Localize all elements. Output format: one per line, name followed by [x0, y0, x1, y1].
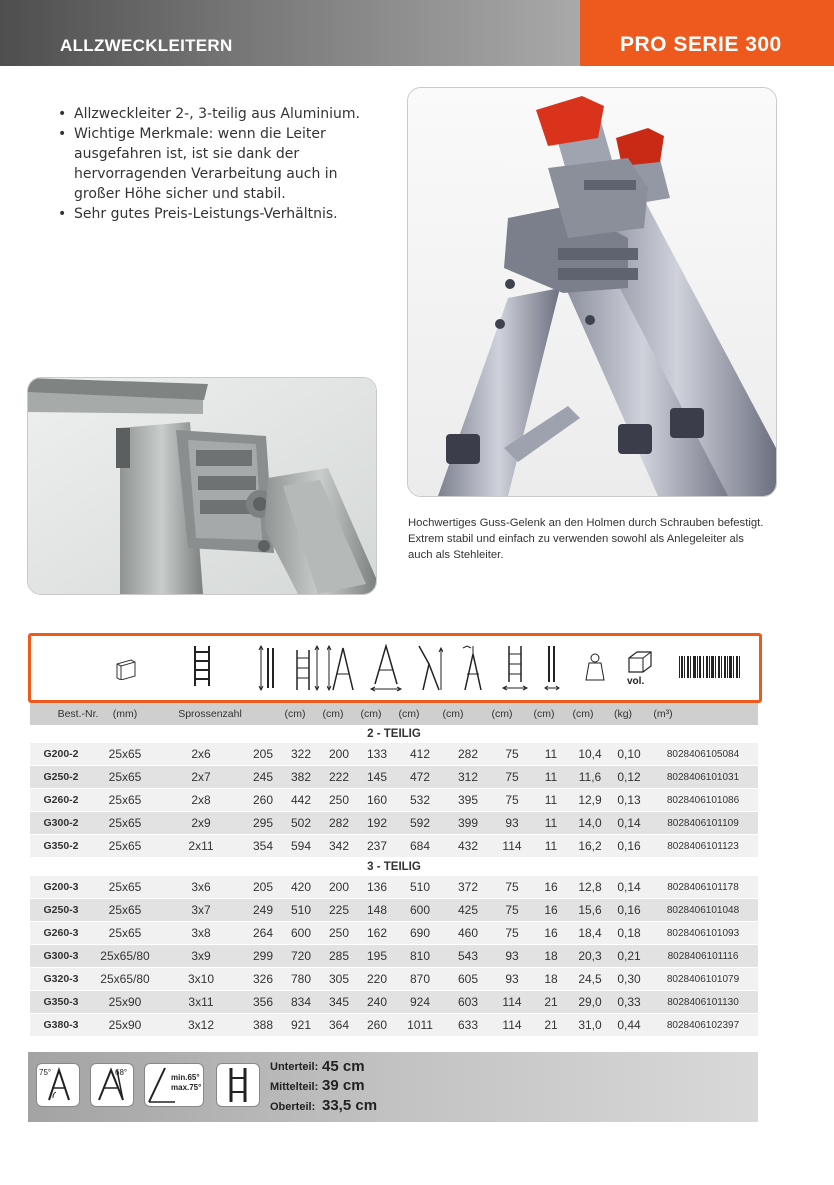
table-cell: 250: [320, 789, 358, 812]
angle-75-icon: [36, 1063, 80, 1107]
table-cell: 200: [320, 743, 358, 766]
table-cell: 342: [320, 835, 358, 858]
table-cell: 0,16: [610, 835, 648, 858]
table-cell: 312: [444, 766, 492, 789]
table-cell: 3x11: [158, 991, 244, 1014]
table-cell: 299: [244, 945, 282, 968]
table-cell: 720: [282, 945, 320, 968]
feature-item: • Wichtige Merkmale: wenn die Leiter ausgefahren ist, ist sie dank der hervorragenden Verarbeitung auch in großer Höhe sicher und stabil.: [56, 124, 386, 204]
table-cell: 600: [282, 922, 320, 945]
table-row: [30, 789, 758, 812]
spec-label-lower: Unterteil:: [270, 1061, 319, 1073]
table-cell: 222: [320, 766, 358, 789]
table-cell: 345: [320, 991, 358, 1014]
angle-68-icon: [90, 1063, 134, 1107]
table-cell: 225: [320, 899, 358, 922]
ean-code: 8028406101048: [648, 899, 758, 922]
table-cell: 472: [396, 766, 444, 789]
depth-icon: [543, 644, 561, 692]
ean-code: 8028406101178: [648, 876, 758, 899]
table-cell: 2x7: [158, 766, 244, 789]
table-cell: 282: [444, 743, 492, 766]
table-cell: 2x11: [158, 835, 244, 858]
table-cell: 432: [444, 835, 492, 858]
product-table: [30, 725, 758, 1037]
table-cell: 250: [320, 922, 358, 945]
article-number: G320-3: [30, 968, 92, 991]
table-cell: 25x65/80: [92, 945, 158, 968]
table-cell: 356: [244, 991, 282, 1014]
ean-code: 8028406101123: [648, 835, 758, 858]
table-cell: 75: [492, 789, 532, 812]
extended-height-icon: [293, 644, 319, 692]
table-cell: 133: [358, 743, 396, 766]
table-cell: 0,13: [610, 789, 648, 812]
photo-caption: Hochwertiges Guss-Gelenk an den Holmen durch Schrauben befestigt. Extrem stabil und einfach zu verwenden sowohl als Anlegeleiter als auch als Stehleiter.: [408, 517, 764, 561]
table-cell: 3x10: [158, 968, 244, 991]
angle-68-label: 68°: [115, 1068, 128, 1077]
table-cell: 205: [244, 743, 282, 766]
article-number: G250-2: [30, 766, 92, 789]
feature-item: • Allzweckleiter 2-, 3-teilig aus Aluminium.: [56, 104, 386, 124]
column-header-row: [30, 703, 758, 725]
table-cell: 240: [358, 991, 396, 1014]
table-cell: 3x8: [158, 922, 244, 945]
table-cell: 12,9: [570, 789, 610, 812]
table-cell: 0,14: [610, 812, 648, 835]
table-row: [30, 766, 758, 789]
table-cell: 260: [244, 789, 282, 812]
column-header: (cm): [533, 708, 555, 720]
table-cell: 0,33: [610, 991, 648, 1014]
table-cell: 12,8: [570, 876, 610, 899]
table-cell: 75: [492, 922, 532, 945]
table-cell: 382: [282, 766, 320, 789]
table-cell: 160: [358, 789, 396, 812]
table-cell: 0,12: [610, 766, 648, 789]
table-cell: 3x12: [158, 1014, 244, 1037]
column-header: (cm): [398, 708, 420, 720]
article-number: G350-2: [30, 835, 92, 858]
table-cell: 249: [244, 899, 282, 922]
table-row: [30, 835, 758, 858]
height-icon: [257, 644, 277, 692]
table-cell: 75: [492, 876, 532, 899]
table-cell: 114: [492, 991, 532, 1014]
table-cell: 162: [358, 922, 396, 945]
ean-code: 8028406101116: [648, 945, 758, 968]
spec-label-upper: Oberteil:: [270, 1101, 316, 1113]
column-header: (cm): [360, 708, 382, 720]
table-cell: 0,10: [610, 743, 648, 766]
volume-icon: [625, 648, 653, 676]
table-cell: 260: [358, 1014, 396, 1037]
table-cell: 834: [282, 991, 320, 1014]
column-header: (cm): [491, 708, 513, 720]
table-cell: 442: [282, 789, 320, 812]
article-number: G260-3: [30, 922, 92, 945]
column-header: Best.-Nr.: [57, 708, 99, 720]
table-row: [30, 968, 758, 991]
table-cell: 195: [358, 945, 396, 968]
table-cell: 921: [282, 1014, 320, 1037]
table-row: [30, 1014, 758, 1037]
table-cell: 326: [244, 968, 282, 991]
table-cell: 322: [282, 743, 320, 766]
table-cell: 25x65: [92, 789, 158, 812]
ean-code: 8028406105084: [648, 743, 758, 766]
weight-icon: [583, 652, 607, 682]
table-cell: 75: [492, 899, 532, 922]
table-cell: 114: [492, 1014, 532, 1037]
table-cell: 510: [282, 899, 320, 922]
table-row: [30, 899, 758, 922]
table-cell: 594: [282, 835, 320, 858]
article-number: G200-2: [30, 743, 92, 766]
table-cell: 690: [396, 922, 444, 945]
table-cell: 93: [492, 812, 532, 835]
table-cell: 264: [244, 922, 282, 945]
group-header-row: [30, 725, 758, 743]
angle-range-icon: [144, 1063, 204, 1107]
table-cell: 114: [492, 835, 532, 858]
table-cell: 633: [444, 1014, 492, 1037]
spec-value-lower: 45 cm: [322, 1058, 365, 1075]
barcode-icon: [679, 656, 741, 678]
ean-code: 8028406101086: [648, 789, 758, 812]
table-cell: 2x9: [158, 812, 244, 835]
joint-photo: [27, 377, 377, 595]
table-cell: 75: [492, 743, 532, 766]
table-cell: 0,30: [610, 968, 648, 991]
ean-code: 8028406101031: [648, 766, 758, 789]
spec-label-middle: Mittelteil:: [270, 1081, 319, 1093]
table-row: [30, 945, 758, 968]
table-cell: 425: [444, 899, 492, 922]
footer-bar: [28, 1052, 758, 1122]
profile-icon: [113, 658, 137, 680]
spec-value-middle: 39 cm: [322, 1077, 365, 1094]
table-cell: 282: [320, 812, 358, 835]
rungs-icon: [191, 644, 213, 688]
ean-code: 8028406102397: [648, 1014, 758, 1037]
table-cell: 220: [358, 968, 396, 991]
table-cell: 605: [444, 968, 492, 991]
table-cell: 16: [532, 899, 570, 922]
table-cell: 3x6: [158, 876, 244, 899]
column-header: (cm): [322, 708, 344, 720]
series-title: PRO SERIE 300: [620, 33, 782, 56]
a-frame-base-icon: [369, 644, 403, 692]
spec-value-upper: 33,5 cm: [322, 1097, 378, 1114]
table-cell: 245: [244, 766, 282, 789]
table-cell: 21: [532, 1014, 570, 1037]
table-cell: 145: [358, 766, 396, 789]
table-row: [30, 812, 758, 835]
group-label: 2 - TEILIG: [30, 725, 758, 743]
table-cell: 0,14: [610, 876, 648, 899]
table-cell: 25x65: [92, 766, 158, 789]
table-cell: 603: [444, 991, 492, 1014]
ean-code: 8028406101079: [648, 968, 758, 991]
table-cell: 14,0: [570, 812, 610, 835]
feature-item: • Sehr gutes Preis-Leistungs-Verhältnis.: [56, 204, 386, 224]
angle-75-label: 75°: [39, 1068, 52, 1077]
table-cell: 3x7: [158, 899, 244, 922]
angle-min-label: min.65°: [171, 1073, 200, 1082]
article-number: G350-3: [30, 991, 92, 1014]
table-cell: 93: [492, 945, 532, 968]
table-row: [30, 876, 758, 899]
table-cell: 510: [396, 876, 444, 899]
article-number: G380-3: [30, 1014, 92, 1037]
volume-label: vol.: [627, 676, 645, 687]
header-right-bar: [580, 0, 834, 66]
table-cell: 24,5: [570, 968, 610, 991]
table-cell: 364: [320, 1014, 358, 1037]
table-cell: 3x9: [158, 945, 244, 968]
table-cell: 11,6: [570, 766, 610, 789]
table-cell: 0,18: [610, 922, 648, 945]
table-cell: 388: [244, 1014, 282, 1037]
table-cell: 543: [444, 945, 492, 968]
table-cell: 16: [532, 876, 570, 899]
column-header: (m³): [653, 708, 673, 720]
table-row: [30, 991, 758, 1014]
column-header: (cm): [442, 708, 464, 720]
table-row: [30, 743, 758, 766]
ean-code: 8028406101093: [648, 922, 758, 945]
table-cell: 25x65: [92, 743, 158, 766]
column-header: (kg): [613, 708, 633, 720]
table-cell: 200: [320, 876, 358, 899]
section-icon: [216, 1063, 260, 1107]
table-cell: 10,4: [570, 743, 610, 766]
ladder-hinge-photo: [407, 87, 777, 497]
table-cell: 11: [532, 835, 570, 858]
table-cell: 11: [532, 812, 570, 835]
table-cell: 0,16: [610, 899, 648, 922]
table-cell: 25x65: [92, 812, 158, 835]
table-cell: 237: [358, 835, 396, 858]
ean-code: 8028406101109: [648, 812, 758, 835]
table-cell: 11: [532, 789, 570, 812]
table-cell: 25x65: [92, 922, 158, 945]
table-cell: 29,0: [570, 991, 610, 1014]
table-cell: 810: [396, 945, 444, 968]
width-icon: [501, 644, 529, 692]
table-cell: 192: [358, 812, 396, 835]
table-cell: 295: [244, 812, 282, 835]
table-cell: 2x6: [158, 743, 244, 766]
table-cell: 20,3: [570, 945, 610, 968]
spec-icon-row: [28, 633, 762, 703]
table-cell: 372: [444, 876, 492, 899]
table-cell: 532: [396, 789, 444, 812]
group-label: 3 - TEILIG: [30, 858, 758, 877]
table-cell: 148: [358, 899, 396, 922]
table-cell: 18: [532, 945, 570, 968]
article-number: G250-3: [30, 899, 92, 922]
a-frame-height-icon: [327, 644, 357, 692]
angle-max-label: max.75°: [171, 1083, 202, 1092]
table-cell: 0,44: [610, 1014, 648, 1037]
table-cell: 592: [396, 812, 444, 835]
table-cell: 395: [444, 789, 492, 812]
table-cell: 11: [532, 743, 570, 766]
table-cell: 205: [244, 876, 282, 899]
table-cell: 18: [532, 968, 570, 991]
column-header: (cm): [572, 708, 594, 720]
table-cell: 25x65/80: [92, 968, 158, 991]
article-number: G300-2: [30, 812, 92, 835]
category-title: ALLZWECKLEITERN: [60, 36, 233, 55]
table-cell: 399: [444, 812, 492, 835]
table-cell: 412: [396, 743, 444, 766]
table-cell: 93: [492, 968, 532, 991]
table-cell: 16,2: [570, 835, 610, 858]
column-header: (cm): [284, 708, 306, 720]
column-header: Sprossenzahl: [178, 708, 242, 720]
table-cell: 75: [492, 766, 532, 789]
table-cell: 780: [282, 968, 320, 991]
table-cell: 31,0: [570, 1014, 610, 1037]
table-cell: 21: [532, 991, 570, 1014]
table-cell: 2x8: [158, 789, 244, 812]
working-height-icon: [461, 644, 485, 692]
table-cell: 305: [320, 968, 358, 991]
table-cell: 285: [320, 945, 358, 968]
group-header-row: [30, 858, 758, 877]
table-cell: 354: [244, 835, 282, 858]
table-cell: 502: [282, 812, 320, 835]
table-cell: 25x90: [92, 991, 158, 1014]
feature-list: [56, 104, 386, 224]
table-cell: 924: [396, 991, 444, 1014]
table-cell: 420: [282, 876, 320, 899]
table-cell: 600: [396, 899, 444, 922]
table-cell: 11: [532, 766, 570, 789]
combined-height-icon: [415, 644, 443, 692]
table-cell: 25x65: [92, 876, 158, 899]
table-cell: 460: [444, 922, 492, 945]
article-number: G200-3: [30, 876, 92, 899]
column-header: (mm): [112, 708, 138, 720]
table-cell: 16: [532, 922, 570, 945]
table-cell: 136: [358, 876, 396, 899]
article-number: G300-3: [30, 945, 92, 968]
header-left-bar: [0, 0, 580, 66]
table-cell: 0,21: [610, 945, 648, 968]
table-cell: 684: [396, 835, 444, 858]
table-cell: 1011: [396, 1014, 444, 1037]
article-number: G260-2: [30, 789, 92, 812]
table-cell: 25x65: [92, 835, 158, 858]
ean-code: 8028406101130: [648, 991, 758, 1014]
table-cell: 25x90: [92, 1014, 158, 1037]
table-cell: 25x65: [92, 899, 158, 922]
table-cell: 870: [396, 968, 444, 991]
table-cell: 18,4: [570, 922, 610, 945]
table-row: [30, 922, 758, 945]
table-cell: 15,6: [570, 899, 610, 922]
